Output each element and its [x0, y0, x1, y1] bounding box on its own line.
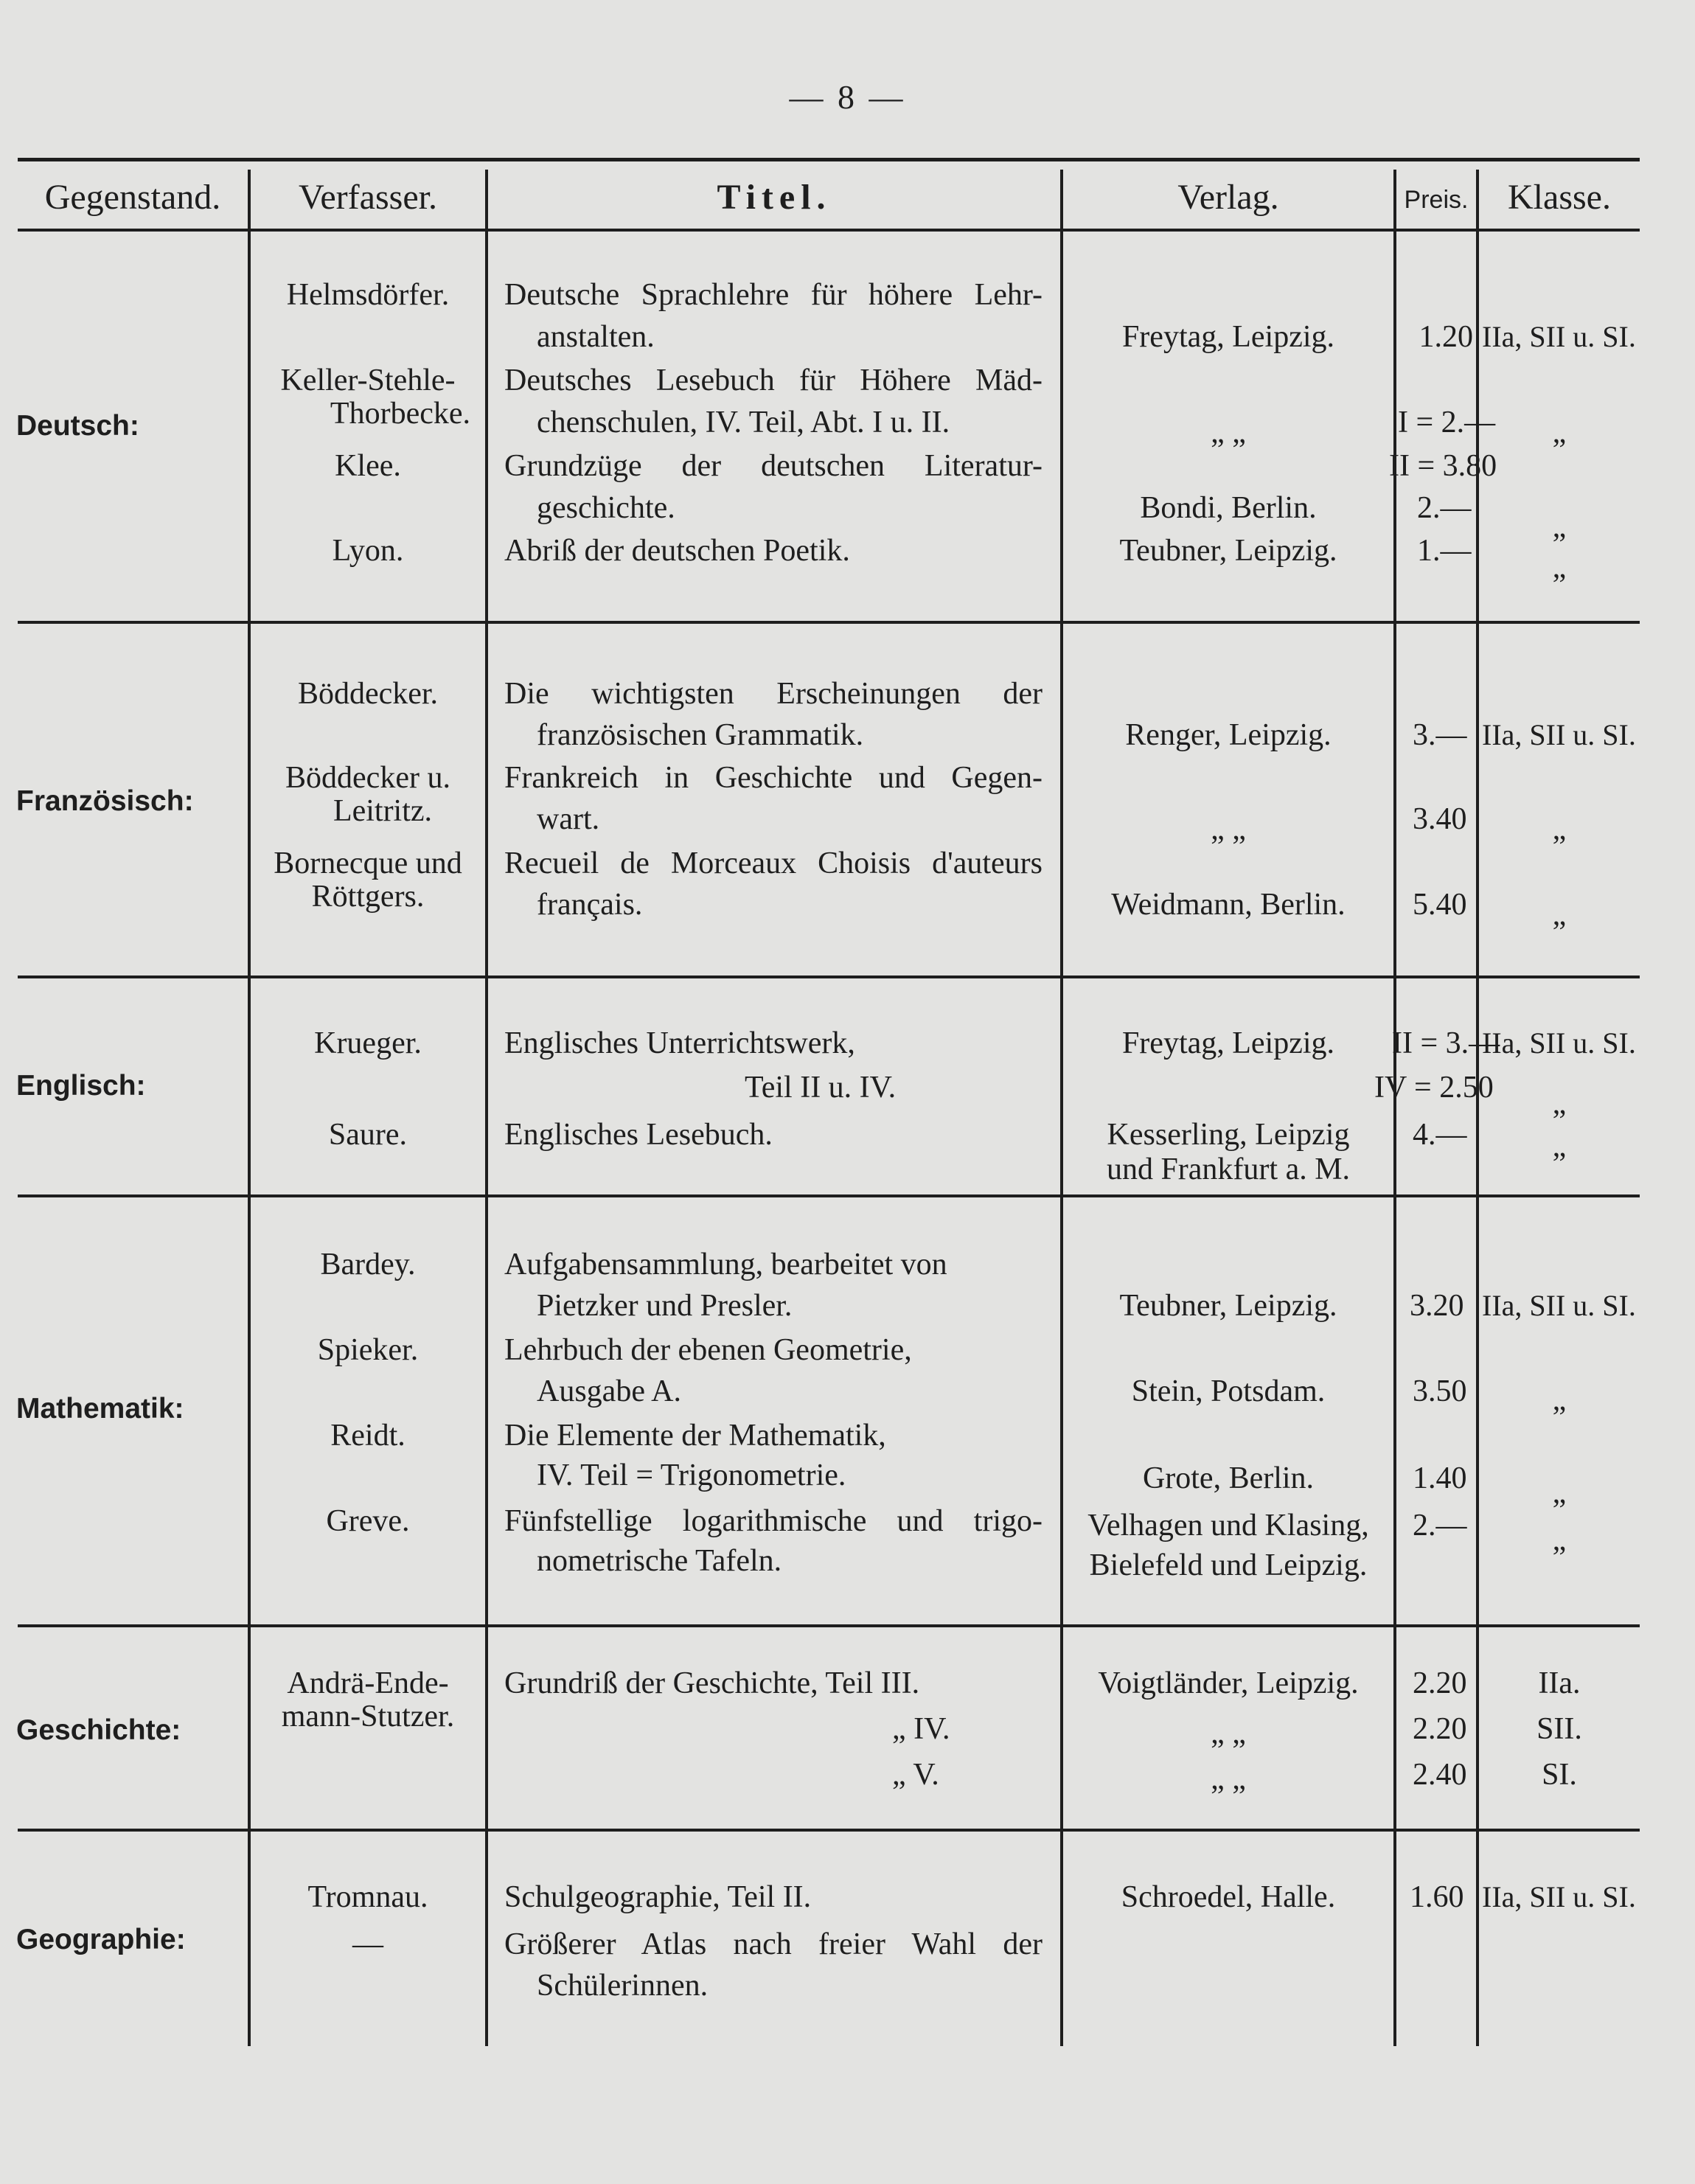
title-line: „ IV.: [892, 1712, 950, 1746]
section-rule-mathematik: [18, 1624, 1640, 1627]
title-line: Lehrbuch der ebenen Geometrie,: [504, 1333, 912, 1367]
author: Reidt.: [330, 1419, 406, 1453]
section-rule-englisch: [18, 1194, 1640, 1197]
price: 2.20: [1413, 1712, 1467, 1746]
publisher: Weidmann, Berlin.: [1111, 888, 1346, 922]
author: Spieker.: [317, 1333, 419, 1367]
header-preis: Preis.: [1404, 186, 1469, 214]
title-line: Schülerinnen.: [537, 1969, 709, 2003]
header-titel: Titel.: [717, 178, 832, 217]
title-line: Frankreich in Geschichte und Gegen-: [504, 761, 1043, 795]
header-verlag: Verlag.: [1177, 178, 1279, 217]
author: Tromnau.: [307, 1880, 428, 1914]
price: 1.40: [1413, 1461, 1467, 1495]
publisher: Freytag, Leipzig.: [1121, 1026, 1335, 1060]
title-line: IV. Teil = Trigonometrie.: [537, 1458, 846, 1492]
publisher: Freytag, Leipzig.: [1121, 320, 1335, 354]
price: 2.40: [1413, 1758, 1467, 1792]
class: IIa, SII u. SI.: [1482, 1289, 1636, 1322]
title-line: Englisches Unterrichtswerk,: [504, 1026, 855, 1060]
author: Klee.: [335, 449, 401, 483]
title-line: chenschulen, IV. Teil, Abt. I u. II.: [537, 406, 950, 439]
title-line: Abriß der deutschen Poetik.: [504, 534, 850, 568]
price: 3.50: [1413, 1374, 1467, 1408]
subject-deutsch: Deutsch:: [16, 410, 139, 442]
title-line: Recueil de Morceaux Choisis d'auteurs: [504, 846, 1043, 880]
publisher: „ „: [1211, 813, 1246, 846]
price: 1.—: [1417, 534, 1472, 568]
class: „: [1552, 1476, 1567, 1510]
header-klasse: Klasse.: [1508, 178, 1611, 217]
class: „: [1552, 1130, 1567, 1164]
header-bottom-rule: [18, 229, 1640, 232]
price: II = 3.80: [1389, 449, 1497, 483]
class: „: [1552, 416, 1567, 450]
title-line: Englisches Lesebuch.: [504, 1118, 773, 1152]
section-rule-geschichte: [18, 1829, 1640, 1832]
publisher: Teubner, Leipzig.: [1119, 534, 1337, 568]
author: Böddecker.: [297, 677, 439, 711]
class: „: [1552, 898, 1567, 932]
title-line: Aufgabensammlung, bearbeitet von: [504, 1248, 947, 1281]
class: SI.: [1542, 1758, 1577, 1792]
price: 2.—: [1417, 491, 1472, 525]
class: IIa, SII u. SI.: [1482, 1880, 1636, 1913]
title-line: Deutsche Sprachlehre für höhere Lehr-: [504, 278, 1043, 312]
class: IIa, SII u. SI.: [1482, 1026, 1636, 1060]
subject-geschichte: Geschichte:: [16, 1714, 181, 1746]
author: Saure.: [328, 1118, 408, 1152]
publisher: Kesserling, Leipzig: [1107, 1118, 1350, 1152]
author: Lyon.: [332, 534, 404, 568]
title-line: Grundzüge der deutschen Literatur-: [504, 449, 1043, 483]
author: mann-Stutzer.: [281, 1700, 455, 1733]
title-line: französischen Grammatik.: [537, 718, 864, 752]
author: Helmsdörfer.: [286, 278, 450, 312]
price: 4.—: [1413, 1118, 1467, 1152]
author: Keller-Stehle-: [280, 364, 456, 397]
title-line: Größerer Atlas nach freier Wahl der: [504, 1927, 1043, 1961]
publisher: „ „: [1211, 1762, 1246, 1796]
publisher: Stein, Potsdam.: [1131, 1374, 1326, 1408]
price: 5.40: [1413, 888, 1467, 922]
title-line: Schulgeographie, Teil II.: [504, 1880, 812, 1914]
class: „: [1552, 551, 1567, 585]
price: I = 2.—: [1398, 406, 1496, 439]
author: Thorbecke.: [330, 397, 470, 431]
header-gegenstand: Gegenstand.: [44, 178, 221, 217]
price: 1.60: [1410, 1880, 1464, 1914]
publisher: Bielefeld und Leipzig.: [1089, 1548, 1368, 1582]
author: Böddecker u.: [285, 761, 450, 795]
title-line: „ V.: [892, 1758, 939, 1792]
title-line: français.: [537, 888, 643, 922]
publisher: „ „: [1211, 416, 1246, 450]
publisher: „ „: [1211, 1717, 1246, 1750]
title-line: Die Elemente der Mathematik,: [504, 1419, 886, 1453]
class: „: [1552, 813, 1567, 846]
publisher: Teubner, Leipzig.: [1119, 1289, 1337, 1323]
title-line: Teil II u. IV.: [745, 1071, 897, 1105]
subject-mathematik: Mathematik:: [16, 1393, 184, 1425]
header-verfasser: Verfasser.: [299, 178, 437, 217]
price: 3.40: [1413, 802, 1467, 836]
page-number: — 8 —: [789, 78, 906, 116]
publisher: und Frankfurt a. M.: [1106, 1152, 1351, 1186]
class: IIa.: [1538, 1666, 1581, 1700]
price: 3.20: [1410, 1289, 1464, 1323]
class: „: [1552, 510, 1567, 544]
publisher: Grote, Berlin.: [1142, 1461, 1315, 1495]
author: Krueger.: [314, 1026, 422, 1060]
publisher: Voigtländer, Leipzig.: [1098, 1666, 1359, 1700]
class: „: [1552, 1523, 1567, 1557]
price: 3.—: [1413, 718, 1467, 752]
subject-franzoesisch: Französisch:: [16, 785, 194, 817]
author: Röttgers.: [311, 880, 425, 914]
author: —: [352, 1927, 383, 1961]
table-top-rule: [18, 158, 1640, 161]
section-rule-franzoesisch: [18, 976, 1640, 978]
title-line: geschichte.: [537, 491, 675, 525]
publisher: Velhagen und Klasing,: [1087, 1509, 1369, 1543]
title-line: wart.: [537, 802, 600, 836]
title-line: Pietzker und Presler.: [537, 1289, 793, 1323]
class: „: [1552, 1087, 1567, 1121]
title-line: anstalten.: [537, 320, 655, 354]
section-rule-deutsch: [18, 621, 1640, 624]
title-line: Deutsches Lesebuch für Höhere Mäd-: [504, 364, 1043, 397]
title-line: Grundriß der Geschichte, Teil III.: [504, 1666, 920, 1700]
subject-englisch: Englisch:: [16, 1070, 146, 1102]
class: SII.: [1536, 1712, 1582, 1746]
author: Leitritz.: [333, 794, 433, 828]
class: IIa, SII u. SI.: [1482, 718, 1636, 751]
price: IV = 2.50: [1374, 1071, 1494, 1105]
price: II = 3.—: [1392, 1026, 1500, 1060]
title-line: Die wichtigsten Erscheinungen der: [504, 677, 1043, 711]
title-line: Fünfstellige logarithmische und trigo-: [504, 1504, 1043, 1538]
price: 2.20: [1413, 1666, 1467, 1700]
price: 2.—: [1413, 1509, 1467, 1543]
author: Greve.: [326, 1504, 410, 1538]
column-rule-2: [485, 170, 488, 2046]
publisher: Renger, Leipzig.: [1125, 718, 1332, 752]
author: Andrä-Ende-: [287, 1666, 449, 1700]
author: Bornecque und: [274, 846, 462, 880]
subject-geographie: Geographie:: [16, 1924, 186, 1955]
class: „: [1552, 1383, 1567, 1417]
class: IIa, SII u. SI.: [1482, 320, 1636, 353]
price: 1.20: [1419, 320, 1473, 354]
title-line: Ausgabe A.: [537, 1374, 681, 1408]
author: Bardey.: [320, 1248, 416, 1281]
publisher: Bondi, Berlin.: [1140, 491, 1317, 525]
title-line: nometrische Tafeln.: [537, 1544, 782, 1578]
publisher: Schroedel, Halle.: [1121, 1880, 1336, 1914]
